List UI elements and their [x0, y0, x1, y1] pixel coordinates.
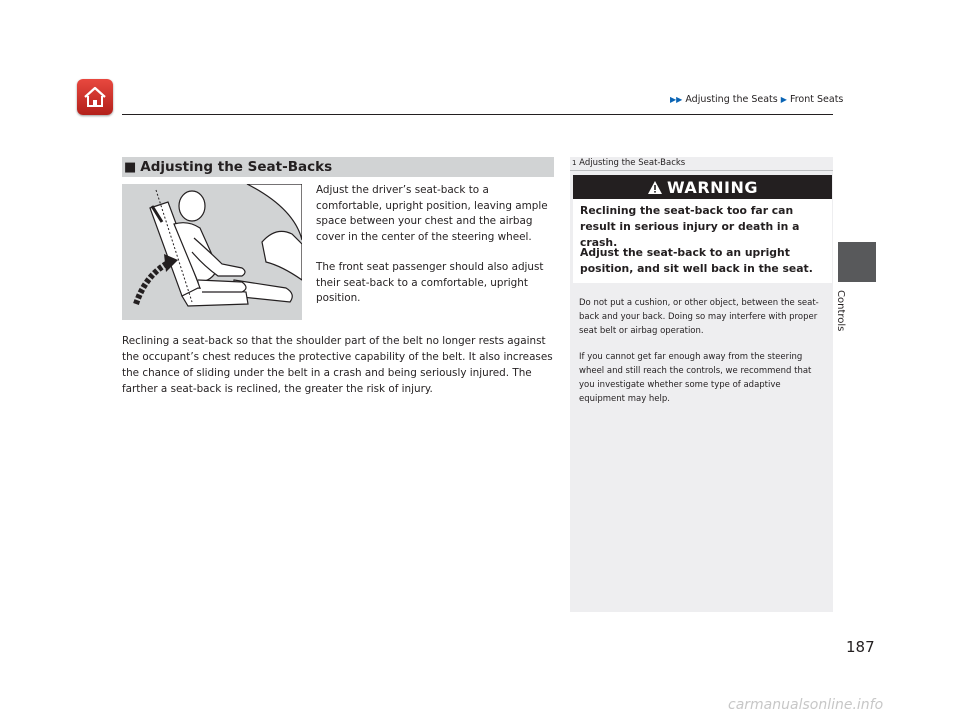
warning-box: [573, 175, 832, 283]
chapter-tab[interactable]: [838, 242, 876, 282]
seat-back-illustration: [122, 184, 302, 320]
section-heading: [122, 157, 554, 177]
body-paragraph: Adjust the driver’s seat-back to a comfortable, upright position, leaving ample space between your chest and the airbag cover in the center of the steering wheel.: [316, 184, 548, 243]
warning-text: Adjust the seat-back to an upright position, and sit well back in the seat.: [580, 246, 813, 275]
section-title: Adjusting the Seat-Backs: [140, 159, 333, 175]
page-number: 187: [846, 638, 875, 656]
sidebar-heading: [572, 158, 685, 168]
sidebar-paragraph: Do not put a cushion, or other object, between the seat-back and your back. Doing so may interfere with proper seat belt or airbag operation.: [579, 298, 819, 336]
warning-title: WARNING: [667, 177, 758, 197]
breadcrumb-item-adjusting-seats[interactable]: Adjusting the Seats: [685, 94, 778, 105]
breadcrumb-arrow-icon: ▶▶: [670, 95, 683, 104]
breadcrumb-arrow-icon: ▶: [780, 95, 787, 104]
warning-text: Reclining the seat-back too far can result in serious injury or death in a crash.: [580, 204, 800, 249]
warning-header: [573, 175, 832, 199]
body-paragraph: Reclining a seat-back so that the shoulder part of the belt no longer rests against the occupant’s chest reduces the protective capability of the belt. It also increases the chance of sliding under the belt in a crash and being seriously injured. The farther a seat-back is reclined, the greater the risk of injury.: [122, 335, 553, 395]
home-icon: [83, 86, 107, 108]
sidebar-paragraph: If you cannot get far enough away from the steering wheel and still reach the controls, we recommend that you investigate whether some type of adaptive equipment may help.: [579, 352, 812, 404]
breadcrumb: [670, 94, 843, 105]
breadcrumb-item-front-seats[interactable]: Front Seats: [789, 94, 844, 105]
sidebar-heading-text: Adjusting the Seat-Backs: [579, 158, 686, 168]
watermark: carmanualsonline.info: [728, 697, 884, 713]
sidebar-divider: [570, 170, 833, 171]
body-paragraph: The front seat passenger should also adjust their seat-back to a comfortable, upright position.: [316, 261, 544, 304]
warning-icon: [647, 180, 663, 195]
chapter-tab-label: Controls: [835, 290, 846, 332]
header-divider: [122, 114, 833, 115]
sidebar-marker-icon: 1: [572, 159, 577, 167]
home-button[interactable]: [77, 79, 113, 115]
section-marker-icon: ■: [124, 159, 137, 175]
